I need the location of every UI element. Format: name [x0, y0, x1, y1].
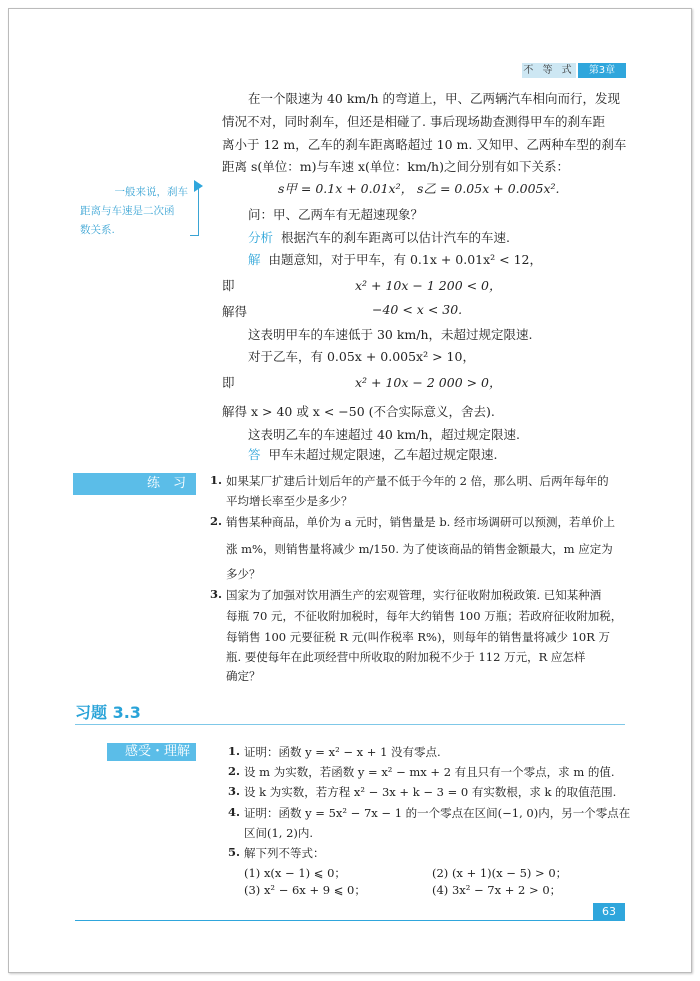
item-number: 2.: [210, 514, 223, 528]
side-note-line: 距离与车速是二次函: [80, 205, 175, 217]
exercise-line: 设 m 为实数，若函数 y = x² − mx + 2 有且只有一个零点，求 m 的值.: [244, 765, 615, 779]
example-line: 离小于 12 m，乙车的刹车距离略超过 10 m. 又知甲、乙两种车型的刹车: [222, 137, 627, 152]
jiede-line: 解得 x > 40 或 x < −50 (不合实际意义，舍去).: [222, 404, 495, 419]
section-divider: [75, 724, 625, 725]
footer-rule: [75, 920, 593, 921]
analysis-text: 根据汽车的刹车距离可以估计汽车的车速.: [280, 230, 510, 245]
side-note: [80, 183, 188, 240]
practice-line: 平均增长率至少是多少？: [226, 494, 353, 508]
sub-inequality: (1) x(x − 1) ⩽ 0；: [244, 866, 346, 880]
conclusion: 这表明甲车的车速低于 30 km/h，未超过规定限速.: [248, 327, 533, 342]
practice-line: 涨 m%，则销售量将减少 m/150. 为了使该商品的销售金额最大，m 应定为: [226, 542, 613, 556]
practice-line: 每销售 100 元要征税 R 元(叫作税率 R%)，则每年的销售量将减少 10R 万: [226, 630, 611, 644]
item-number: 2.: [228, 764, 241, 778]
exercise-line: 证明：函数 y = 5x² − 7x − 1 的一个零点在区间(−1, 0)内，另一个零点在: [244, 806, 631, 820]
item-number: 3.: [210, 587, 223, 601]
practice-line: 国家为了加强对饮用酒生产的宏观管理，实行征收附加税政策. 已知某种酒: [226, 588, 602, 602]
conclusion: 这表明乙车的车速超过 40 km/h，超过规定限速.: [248, 427, 521, 442]
practice-label: 练 习: [73, 473, 196, 495]
arrow-right-icon: [194, 180, 203, 192]
ji-label: 即: [222, 375, 235, 390]
sub-inequality: (2) (x + 1)(x − 5) > 0；: [432, 866, 568, 880]
section-title: 习题 3.3: [75, 703, 141, 722]
equation: x² + 10x − 2 000 > 0，: [355, 375, 502, 390]
ji-label: 即: [222, 278, 235, 293]
formula: s甲 = 0.1x + 0.01x²， s乙 = 0.05x + 0.005x².: [278, 181, 560, 196]
item-number: 1.: [210, 473, 223, 487]
example-line: 情况不对，同时刹车，但还是相碰了. 事后现场勘查测得甲车的刹车距: [222, 114, 605, 129]
practice-line: 每瓶 70 元，不征收附加税时，每年大约销售 100 万瓶；若政府征收附加税，: [226, 609, 623, 623]
equation: −40 < x < 30.: [372, 302, 463, 317]
item-number: 1.: [228, 744, 241, 758]
page-number: 63: [593, 903, 625, 921]
chapter-number: 第3章: [578, 63, 626, 78]
side-note-bracket: [190, 185, 199, 236]
analysis-label: 分析: [248, 230, 274, 245]
car2-line: 对于乙车，有 0.05x + 0.005x² > 10，: [248, 349, 475, 364]
practice-line: 瓶. 要使每年在此项经营中所收取的附加税不少于 112 万元，R 应怎样: [226, 650, 586, 664]
sub-inequality: (3) x² − 6x + 9 ⩽ 0；: [244, 883, 366, 897]
question: 问：甲、乙两车有无超速现象？: [248, 207, 424, 222]
answer-label: 答: [248, 447, 261, 462]
solution-label: 解: [248, 252, 261, 267]
item-number: 5.: [228, 845, 241, 859]
practice-line: 如果某厂扩建后计划后年的产量不低于今年的 2 倍，那么明、后两年每年的: [226, 474, 609, 488]
side-note-line: 数关系.: [80, 224, 115, 236]
solution-text: 由题意知，对于甲车，有 0.1x + 0.01x² < 12，: [268, 252, 543, 267]
side-note-line: 一般来说，刹车: [114, 186, 188, 198]
answer-text: 甲车未超过规定限速，乙车超过规定限速.: [268, 447, 498, 462]
equation: x² + 10x − 1 200 < 0，: [355, 278, 502, 293]
item-number: 3.: [228, 784, 241, 798]
practice-line: 销售某种商品，单价为 a 元时，销售量是 b. 经市场调研可以预测，若单价上: [226, 515, 615, 529]
exercise-line: 设 k 为实数，若方程 x² − 3x + k − 3 = 0 有实数根，求 k 的取值范围.: [244, 785, 617, 799]
practice-line: 确定？: [226, 669, 261, 683]
exercise-line: 区间(1, 2)内.: [244, 826, 314, 840]
exercise-category-label: 感受・理解: [107, 743, 196, 761]
sub-inequality: (4) 3x² − 7x + 2 > 0；: [432, 883, 562, 897]
chapter-title: 不 等 式: [523, 65, 575, 76]
exercise-line: 证明：函数 y = x² − x + 1 没有零点.: [244, 745, 441, 759]
item-number: 4.: [228, 805, 241, 819]
example-line: 在一个限速为 40 km/h 的弯道上，甲、乙两辆汽车相向而行，发现: [248, 91, 621, 106]
exercise-line: 解下列不等式：: [244, 846, 325, 860]
jiede-label: 解得: [222, 304, 248, 319]
practice-line: 多少？: [226, 567, 261, 581]
example-line: 距离 s(单位：m)与车速 x(单位：km/h)之间分别有如下关系：: [222, 159, 569, 174]
